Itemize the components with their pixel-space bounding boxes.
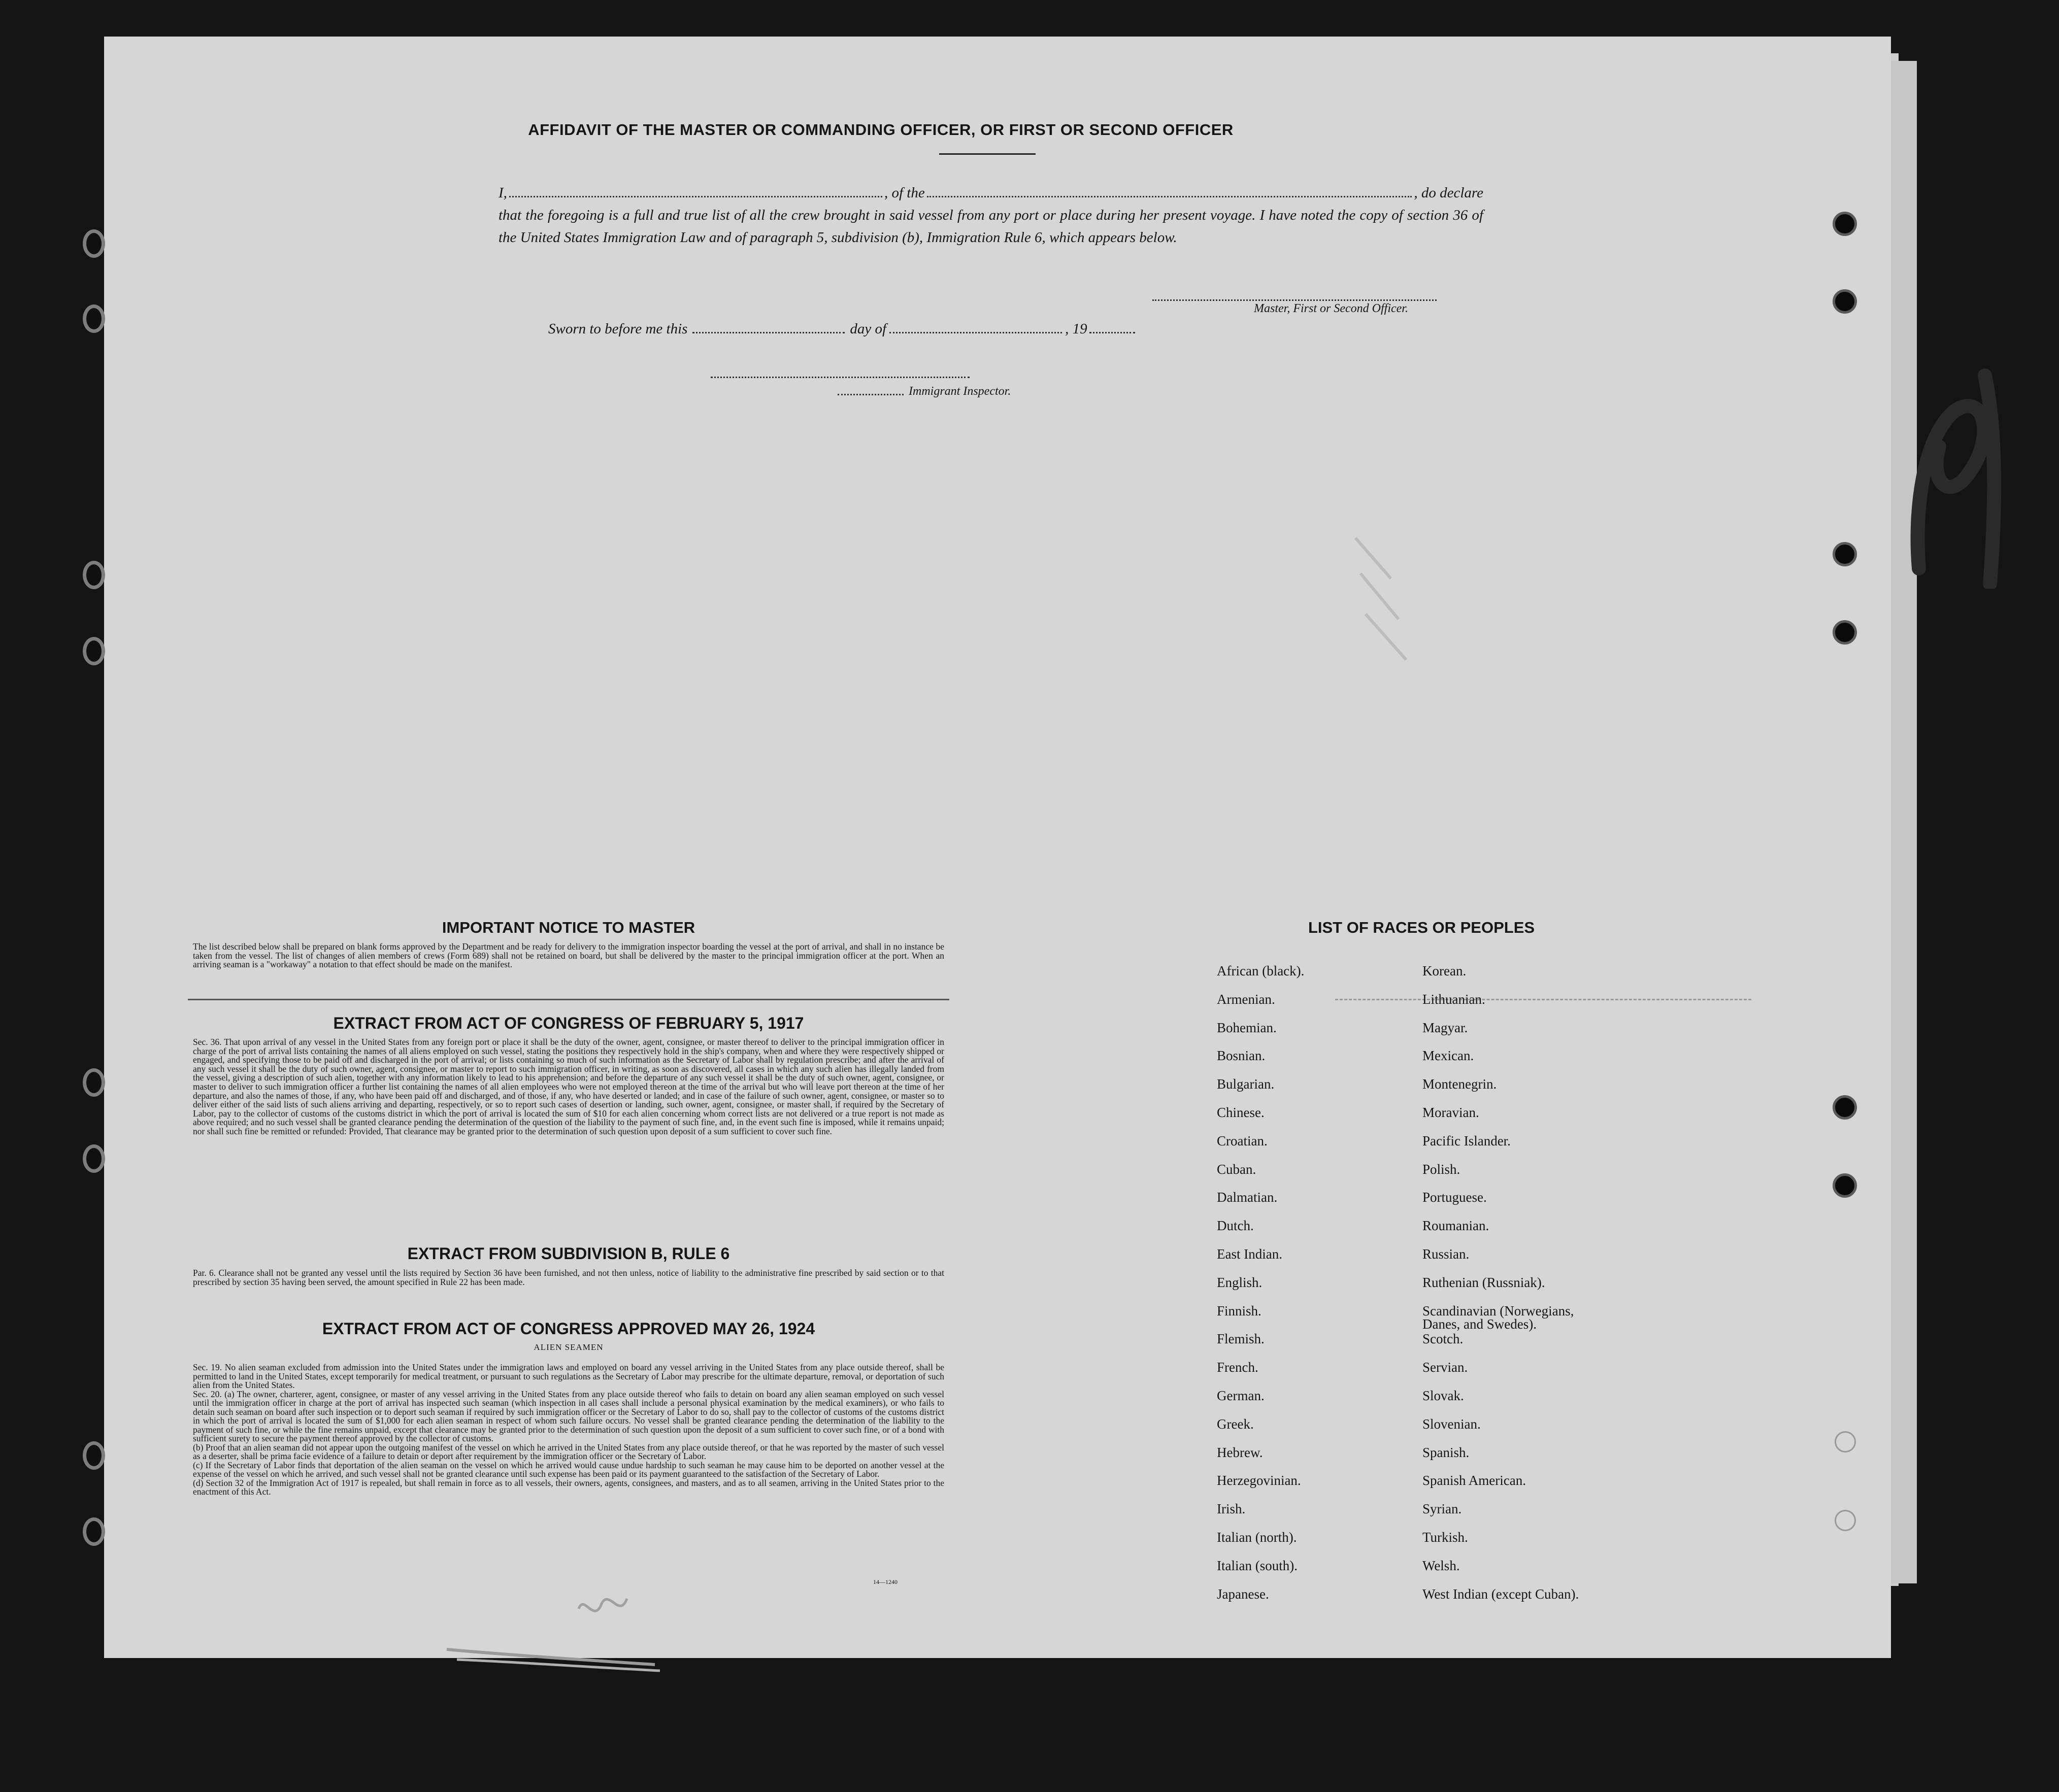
race-item: Chinese. xyxy=(1217,1105,1265,1120)
binder-hole xyxy=(83,305,105,333)
race-item: Finnish. xyxy=(1217,1303,1261,1318)
race-item: Moravian. xyxy=(1422,1105,1479,1120)
race-item: Bulgarian. xyxy=(1217,1076,1275,1092)
sworn-month-blank[interactable] xyxy=(889,332,1062,333)
notice-title: IMPORTANT NOTICE TO MASTER xyxy=(442,919,695,936)
extract-1924-body xyxy=(193,1363,944,1497)
punch-hole xyxy=(1833,620,1857,645)
race-item: Montenegrin. xyxy=(1422,1076,1497,1092)
title-rule xyxy=(939,153,1036,155)
affidavit-of-the: , of the xyxy=(884,185,925,201)
extract-1917-text: Sec. 36. That upon arrival of any vessel in the United States from any foreign port or place it shall be the duty of the owner, agent, consignee, or master thereof to deliver to the principal immigration officer in charge of the port of arrival lists containing the names of all aliens employed on such vessel, stating the positions they respectively hold in the ship's company, when and where they were respectively shipped or engaged, and specifying those to be paid off and discharged in the port of arrival; or lists containing so much of such information as the Secretary of Labor shall by regulation prescribe; and after the arrival of any such vessel it shall be the duty of such owner, agent, consignee, or master to report to such immigration officer, in writing, as soon as discovered, all cases in which any such alien has illegally landed from the vessel, giving a description of such alien, together with any information likely to lead to his apprehension; and before the departure of any such vessel it shall be the duty of such owner, agent, consignee, or master to deliver to such immigration officer a further list containing the names of all alien employees who were not employed thereon at the time of the arrival but who will leave port thereon at the time of her departure, and also the names of those, if any, who have been paid off and discharged, and of those, if any, who have deserted or landed; and in case of the failure of such owner, agent, consignee, or master so to deliver either of the said lists of such aliens arriving and departing, respectively, or so to report such cases of desertion or landing, such owner, agent, consignee, or master shall, if required by the Secretary of Labor, pay to the collector of customs of the customs district in which the port of arrival is located the sum of $10 for each alien concerning whom correct lists are not delivered or a true report is not made as above required; and no such vessel shall be granted clearance pending the determination of the question of the liability to the payment of such fine, and, in the event such fine is imposed, while it remains unpaid; nor shall such fine be remitted or refunded: Provided, That clearance may be granted prior to the determination of such question upon deposit of a sum sufficient to cover such fine. xyxy=(193,1037,944,1136)
extract-1924-para: (b) Proof that an alien seaman did not appear upon the outgoing manifest of the vessel on which he arrived in the United States from any place outside thereof, or that he was reported by the master of such vessel as a deserter, shall be prima facie evidence of a failure to detain or deport after requirement by the immigration officer or the Secretary of Labor. xyxy=(193,1442,944,1461)
extract-1917-title: EXTRACT FROM ACT OF CONGRESS OF FEBRUARY 5, 1917 xyxy=(333,1014,804,1032)
race-item: Slovak. xyxy=(1422,1388,1464,1403)
binder-hole xyxy=(83,1144,105,1173)
punch-hole-outline xyxy=(1835,1431,1856,1452)
race-item: African (black). xyxy=(1217,963,1305,978)
races-title: LIST OF RACES OR PEOPLES xyxy=(1308,919,1535,936)
race-item: Magyar. xyxy=(1422,1020,1468,1035)
punch-hole xyxy=(1833,212,1857,236)
extract-rule6-title: EXTRACT FROM SUBDIVISION B, RULE 6 xyxy=(407,1244,730,1263)
race-item: Hebrew. xyxy=(1217,1444,1263,1460)
pencil-mark xyxy=(1909,355,2010,589)
binder-hole xyxy=(83,229,105,258)
name-blank[interactable] xyxy=(509,196,882,197)
race-item: French. xyxy=(1217,1360,1258,1375)
vessel-blank[interactable] xyxy=(927,196,1412,197)
punch-hole xyxy=(1833,542,1857,566)
race-item: Spanish. xyxy=(1422,1444,1470,1460)
race-item: Greek. xyxy=(1217,1416,1254,1432)
punch-hole xyxy=(1833,1173,1857,1198)
pencil-annotation xyxy=(426,1563,711,1675)
race-item: Pacific Islander. xyxy=(1422,1133,1511,1148)
affidavit-title: AFFIDAVIT OF THE MASTER OR COMMANDING OFFICER, OR FIRST OR SECOND OFFICER xyxy=(528,121,1234,139)
binder-hole xyxy=(83,1068,105,1097)
race-item: Bosnian. xyxy=(1217,1048,1266,1064)
affidavit-declare: , do declare xyxy=(1414,185,1483,201)
race-item: Portuguese. xyxy=(1422,1190,1487,1205)
race-item: Croatian. xyxy=(1217,1133,1268,1148)
race-item: Ruthenian (Russniak). xyxy=(1422,1274,1545,1290)
race-item: Cuban. xyxy=(1217,1161,1256,1177)
extract-1924-para: (c) If the Secretary of Labor finds that deportation of the alien seaman on the vessel on which he arrived would cause undue hardship to such seaman he may cause him to be deported on another vessel at the expense of the vessel on which he arrived, and such vessel shall not be granted clearance until such expense has been paid or its payment guaranteed to the satisfaction of the Secretary of Labor. xyxy=(193,1460,944,1479)
race-item: Dutch. xyxy=(1217,1218,1254,1234)
race-item: West Indian (except Cuban). xyxy=(1422,1586,1579,1602)
race-item: Armenian. xyxy=(1217,991,1275,1007)
race-item: East Indian. xyxy=(1217,1246,1282,1262)
extract-1924-para: (d) Section 32 of the Immigration Act of 1917 is repealed, but shall remain in force as to all vessels, their owners, agents, consignees, and masters, and as to all seamen, arriving in the United States prior to the enactment of this Act. xyxy=(193,1477,944,1497)
race-item: Japanese. xyxy=(1217,1586,1269,1602)
race-item: Syrian. xyxy=(1422,1501,1462,1517)
punch-hole xyxy=(1833,1095,1857,1120)
signature-label: Master, First or Second Officer. xyxy=(1254,302,1408,315)
race-item: Turkish. xyxy=(1422,1530,1468,1545)
binder-hole xyxy=(83,637,105,665)
race-item: Dalmatian. xyxy=(1217,1190,1278,1205)
sworn-year-blank[interactable] xyxy=(1089,332,1135,333)
race-item: Italian (north). xyxy=(1217,1530,1297,1545)
binder-hole xyxy=(83,561,105,589)
race-item: Herzegovinian. xyxy=(1217,1473,1301,1489)
race-item: Flemish. xyxy=(1217,1331,1265,1347)
sworn-prefix: Sworn to before me this xyxy=(548,321,688,337)
affidavit-i: I, xyxy=(499,185,507,201)
race-item: Mexican. xyxy=(1422,1048,1474,1064)
inspector-label: Immigrant Inspector. xyxy=(909,385,1011,398)
faint-marks xyxy=(1350,533,1411,665)
race-item: Servian. xyxy=(1422,1360,1468,1375)
race-item: German. xyxy=(1217,1388,1265,1403)
race-item: Slovenian. xyxy=(1422,1416,1481,1432)
race-item: Welsh. xyxy=(1422,1558,1460,1573)
inspector-line-short xyxy=(838,394,904,395)
extract-1924-subtitle: ALIEN SEAMEN xyxy=(534,1342,604,1352)
binder-hole xyxy=(83,1441,105,1470)
race-item: Scandinavian (Norwegians, Danes, and Swedes). xyxy=(1422,1303,1574,1332)
race-item: Lithuanian. xyxy=(1422,991,1485,1007)
section-rule xyxy=(188,999,949,1000)
extract-1924-title: EXTRACT FROM ACT OF CONGRESS APPROVED MAY 26, 1924 xyxy=(322,1320,815,1338)
race-item: Bohemian. xyxy=(1217,1020,1277,1035)
sworn-line xyxy=(548,321,1198,337)
punch-hole xyxy=(1833,289,1857,314)
race-item: Spanish American. xyxy=(1422,1473,1526,1489)
race-item: Polish. xyxy=(1422,1161,1460,1177)
race-item: Irish. xyxy=(1217,1501,1246,1517)
signature-line[interactable] xyxy=(1152,299,1437,301)
affidavit-statement xyxy=(499,182,1483,249)
inspector-line[interactable] xyxy=(711,377,970,378)
race-item: Italian (south). xyxy=(1217,1558,1298,1573)
sworn-year: , 19 xyxy=(1065,321,1087,337)
race-item: English. xyxy=(1217,1274,1263,1290)
sworn-day-blank[interactable] xyxy=(692,332,845,333)
race-item: Roumanian. xyxy=(1422,1218,1489,1234)
race-item: Scotch. xyxy=(1422,1331,1464,1347)
sworn-day-of: day of xyxy=(850,321,887,337)
affidavit-body: that the foregoing is a full and true list of all the crew brought in said vessel from any port or place during her present voyage. I have noted the copy of section 36 of the United States Immigration Law and of paragraph 5, subdivision (b), Immigration Rule 6, which appears below. xyxy=(499,207,1483,246)
extract-1924-para: Sec. 20. (a) The owner, charterer, agent, consignee, or master of any vessel arriving in the United States from any place outside thereof who fails to detain on board any alien seaman employed on such vessel until the immigration officer in charge at the port of arrival has inspected such seaman (which inspection in all cases shall include a personal physical examination by the medical examiners), or who fails to detain such seaman on board after such inspection or to deport such seaman if required by such immigration officer or the Secretary of Labor to do so, shall pay to the collector of customs of the customs district in which the port of arrival is located the sum of $1,000 for each alien seaman in respect of whom such failure occurs. No vessel shall be granted clearance pending the determination of the liability to the payment of such fine, or while the fine remains unpaid, except that clearance may be granted prior to the determination of such question upon the deposit of a sum sufficient to cover such fine, or of a bond with sufficient surety to secure the payment thereof approved by the collector of customs. xyxy=(193,1389,944,1443)
binder-hole xyxy=(83,1517,105,1546)
extract-rule6-text: Par. 6. Clearance shall not be granted any vessel until the lists required by Section 36 have been furnished, and not then unless, notice of liability to the administrative fine prescribed by said section or to that prescribed by section 35 having been served, the amount specified in Rule 22 has been made. xyxy=(193,1268,944,1287)
punch-hole-outline xyxy=(1835,1510,1856,1531)
race-item: Russian. xyxy=(1422,1246,1470,1262)
form-number: 14—1240 xyxy=(873,1578,898,1585)
notice-text: The list described below shall be prepared on blank forms approved by the Department and be ready for delivery to the immigration inspector boarding the vessel at the port of arrival, and shall in no instance be taken from the vessel. The list of changes of alien members of crews (Form 689) shall not be retained on board, but shall be delivered by the master to the principal immigration officer at the port. When an arriving seaman is a "workaway" a notation to that effect should be made on the manifest. xyxy=(193,941,944,969)
race-item: Korean. xyxy=(1422,963,1467,978)
extract-1924-para: Sec. 19. No alien seaman excluded from admission into the United States under the immigration laws and employed on board any vessel arriving in the United States from any place outside thereof, shall be permitted to land in the United States, except temporarily for medical treatment, or pursuant to such regulations as the Secretary of Labor may prescribe for the ultimate departure, removal, or deportation of such alien from the United States. xyxy=(193,1362,944,1390)
